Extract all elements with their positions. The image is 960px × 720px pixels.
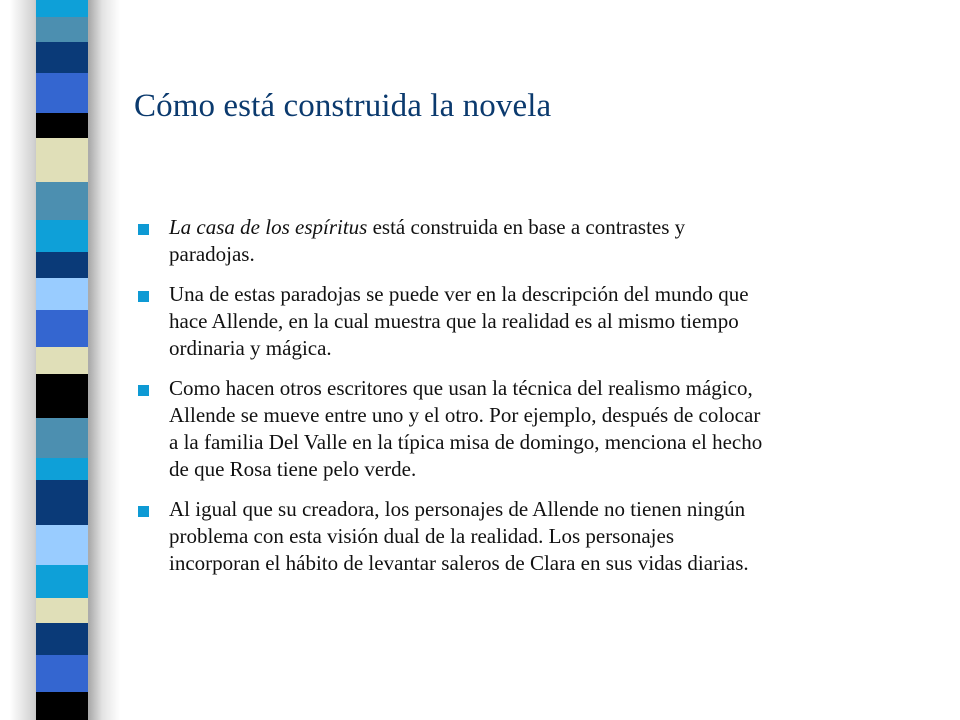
decor-stripe	[36, 73, 88, 113]
decor-stripe	[36, 347, 88, 374]
bullet-line: Al igual que su creadora, los personajes de Allende no tienen ningún	[169, 497, 746, 521]
decor-stripe	[36, 458, 88, 480]
square-bullet-icon	[138, 506, 149, 517]
decor-stripe	[36, 598, 88, 623]
decor-stripe	[36, 418, 88, 458]
bullet-line	[169, 214, 924, 241]
bullet-line: incorporan el hábito de levantar saleros de Clara en sus vidas diarias.	[169, 551, 749, 575]
decor-stripe	[36, 565, 88, 598]
bullet-item-4	[134, 496, 924, 577]
bullet-line: problema con esta visión dual de la realidad. Los personajes	[169, 524, 675, 548]
bullet-item-2	[134, 281, 924, 362]
decor-stripe	[36, 138, 88, 182]
square-bullet-icon	[138, 224, 149, 235]
decor-stripe	[36, 17, 88, 42]
square-bullet-icon	[138, 385, 149, 396]
decor-stripe	[36, 278, 88, 310]
bullet-line: Una de estas paradojas se puede ver en la descripción del mundo que	[169, 282, 749, 306]
bullet-item-3	[134, 375, 924, 483]
bullet-line: a la familia Del Valle en la típica misa de domingo, menciona el hecho	[169, 430, 763, 454]
square-bullet-icon	[138, 291, 149, 302]
decor-stripe	[36, 182, 88, 220]
decor-stripe	[36, 220, 88, 252]
decor-stripe	[36, 655, 88, 692]
decor-striped-bar	[36, 0, 88, 720]
bullet-item-1	[134, 214, 924, 268]
bullet-list	[134, 214, 924, 590]
bullet-text: está construida en base a contrastes y	[367, 215, 686, 239]
bullet-line: Como hacen otros escritores que usan la técnica del realismo mágico,	[169, 376, 753, 400]
bullet-line: ordinaria y mágica.	[169, 336, 332, 360]
decor-stripe	[36, 0, 88, 17]
decor-stripe	[36, 480, 88, 525]
bullet-line: Allende se mueve entre uno y el otro. Por ejemplo, después de colocar	[169, 403, 761, 427]
decor-stripe	[36, 525, 88, 565]
decor-stripe	[36, 252, 88, 278]
decor-stripe	[36, 623, 88, 655]
decor-stripe	[36, 692, 88, 720]
bullet-line: paradojas.	[169, 242, 255, 266]
book-title: La casa de los espíritus	[169, 215, 368, 239]
decor-stripe	[36, 310, 88, 347]
decor-stripe	[36, 42, 88, 73]
decor-stripe	[36, 113, 88, 138]
bullet-line: de que Rosa tiene pelo verde.	[169, 457, 417, 481]
bullet-line: hace Allende, en la cual muestra que la realidad es al mismo tiempo	[169, 309, 739, 333]
decor-stripe	[36, 374, 88, 418]
slide-title: Cómo está construida la novela	[134, 88, 552, 124]
